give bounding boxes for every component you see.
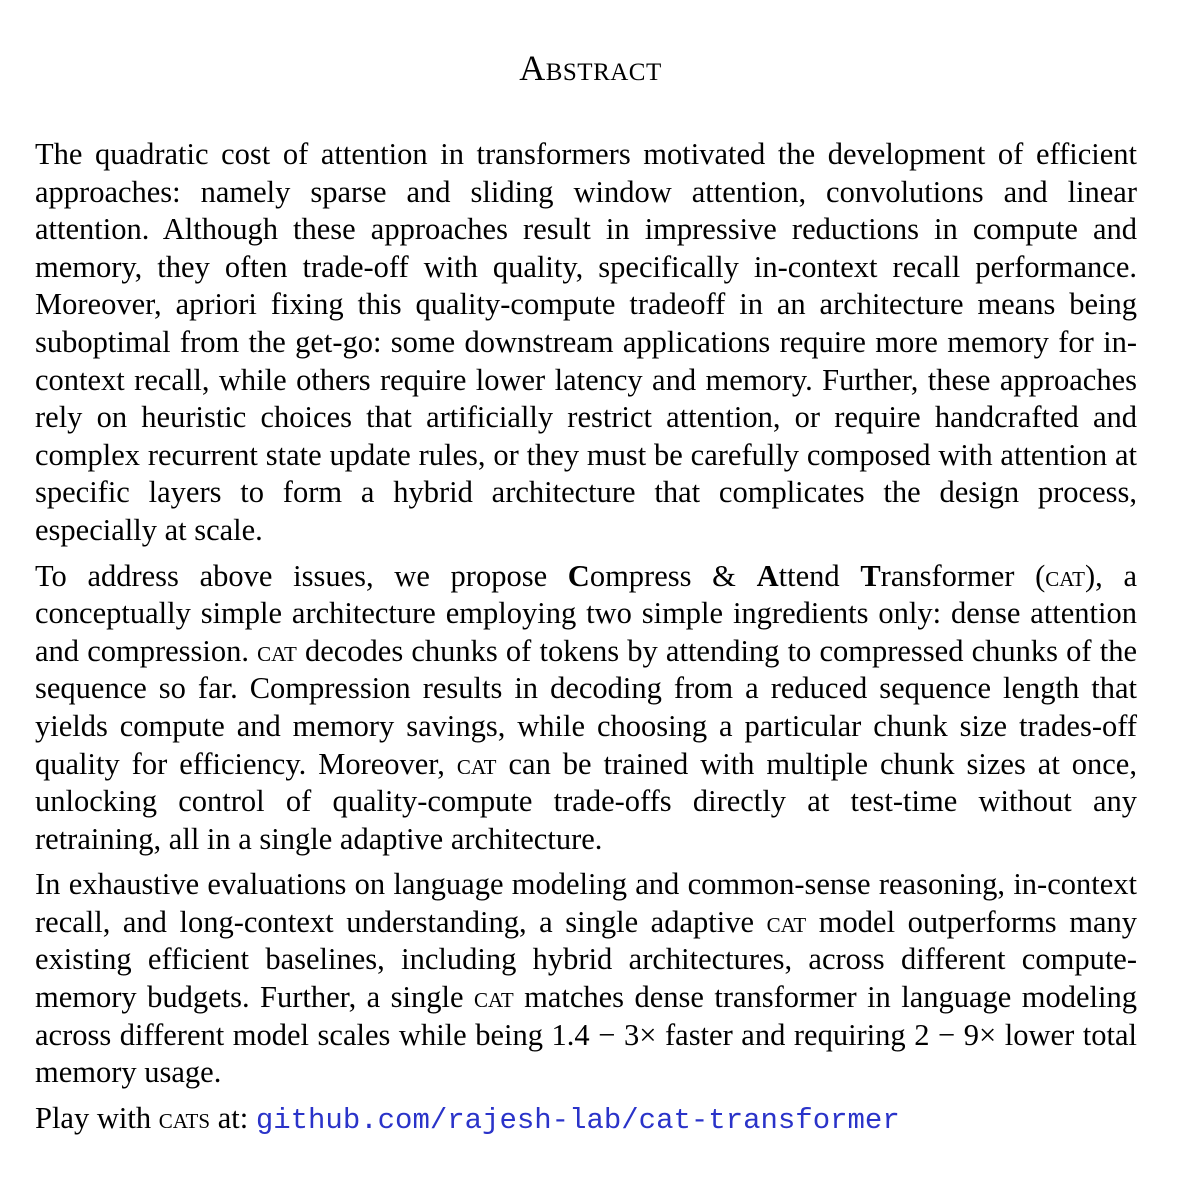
abstract-paragraph-3 <box>35 866 1137 1092</box>
abstract-heading: Abstract <box>519 48 662 88</box>
cats-acronym: cats <box>158 1100 211 1135</box>
abstract-paragraph-4 <box>35 1100 1137 1140</box>
cat-acronym: cat <box>456 746 497 781</box>
p2-text-6: decodes chunks of tokens by attending to compressed chunks of the sequence so far. Compression results in decoding from a reduced sequence length that yields compute and memory savings, while choosing a particular chunk size trades-off quality for efficiency. Moreover, <box>35 633 1137 781</box>
p2-text-7: can be trained with multiple chunk sizes at once, unlocking control of quality-compute trade-offs directly at test-time without any retraining, all in a single adaptive architecture. <box>35 746 1137 856</box>
cat-acronym: cat <box>1045 558 1085 593</box>
cat-acronym: cat <box>766 904 807 939</box>
github-repo-link[interactable]: github.com/rajesh-lab/cat-transformer <box>255 1103 900 1137</box>
bold-letter-t: T <box>860 558 881 593</box>
p2-text-5: ), a conceptually simple architecture employing two simple ingredients only: dense attention and compression. <box>35 558 1137 668</box>
p2-text-4: ransformer ( <box>880 558 1046 593</box>
p3-text-2: model outperforms many existing efficient baselines, including hybrid architectures, across different compute-memory budgets. Further, a single <box>35 904 1137 1015</box>
p3-text-3: matches dense transformer in language modeling across different model scales while being 1.4 − 3× faster and requiring 2 − 9× lower total memory usage. <box>35 980 1137 1090</box>
abstract-paragraph-1: The quadratic cost of attention in transformers motivated the development of efficient approaches: namely sparse and sliding window attention, convolutions and linear attention. Although these approaches result in impressive reductions in compute and memory, they often trade-off with quality, specifically in-context recall performance. Moreover, apriori fixing this quality-compute tradeoff in an architecture means being suboptimal from the get-go: some downstream applications require more memory for in-context recall, while others require lower latency and memory. Further, these approaches rely on heuristic choices that artificially restrict attention, or require handcrafted and complex recurrent state update rules, or they must be carefully composed with attention at specific layers to form a hybrid architecture that complicates the design process, especially at scale. <box>35 137 1137 547</box>
bold-letter-c: C <box>567 558 590 593</box>
bold-letter-a: A <box>756 558 779 593</box>
cat-acronym: cat <box>473 980 514 1015</box>
p3-text-1: In exhaustive evaluations on language modeling and common-sense reasoning, in-context recall, and long-context understanding, a single adaptive <box>35 867 1137 939</box>
cat-acronym: cat <box>257 633 297 668</box>
abstract-paragraph-2 <box>35 558 1137 859</box>
p4-text-1: Play with <box>35 1100 159 1135</box>
abstract-body <box>35 136 1137 1139</box>
p2-text-2: ompress & <box>589 558 757 593</box>
p4-text-2: at: <box>210 1100 256 1135</box>
p2-text-3: ttend <box>778 558 861 593</box>
p2-text-1: To address above issues, we propose <box>35 558 568 593</box>
